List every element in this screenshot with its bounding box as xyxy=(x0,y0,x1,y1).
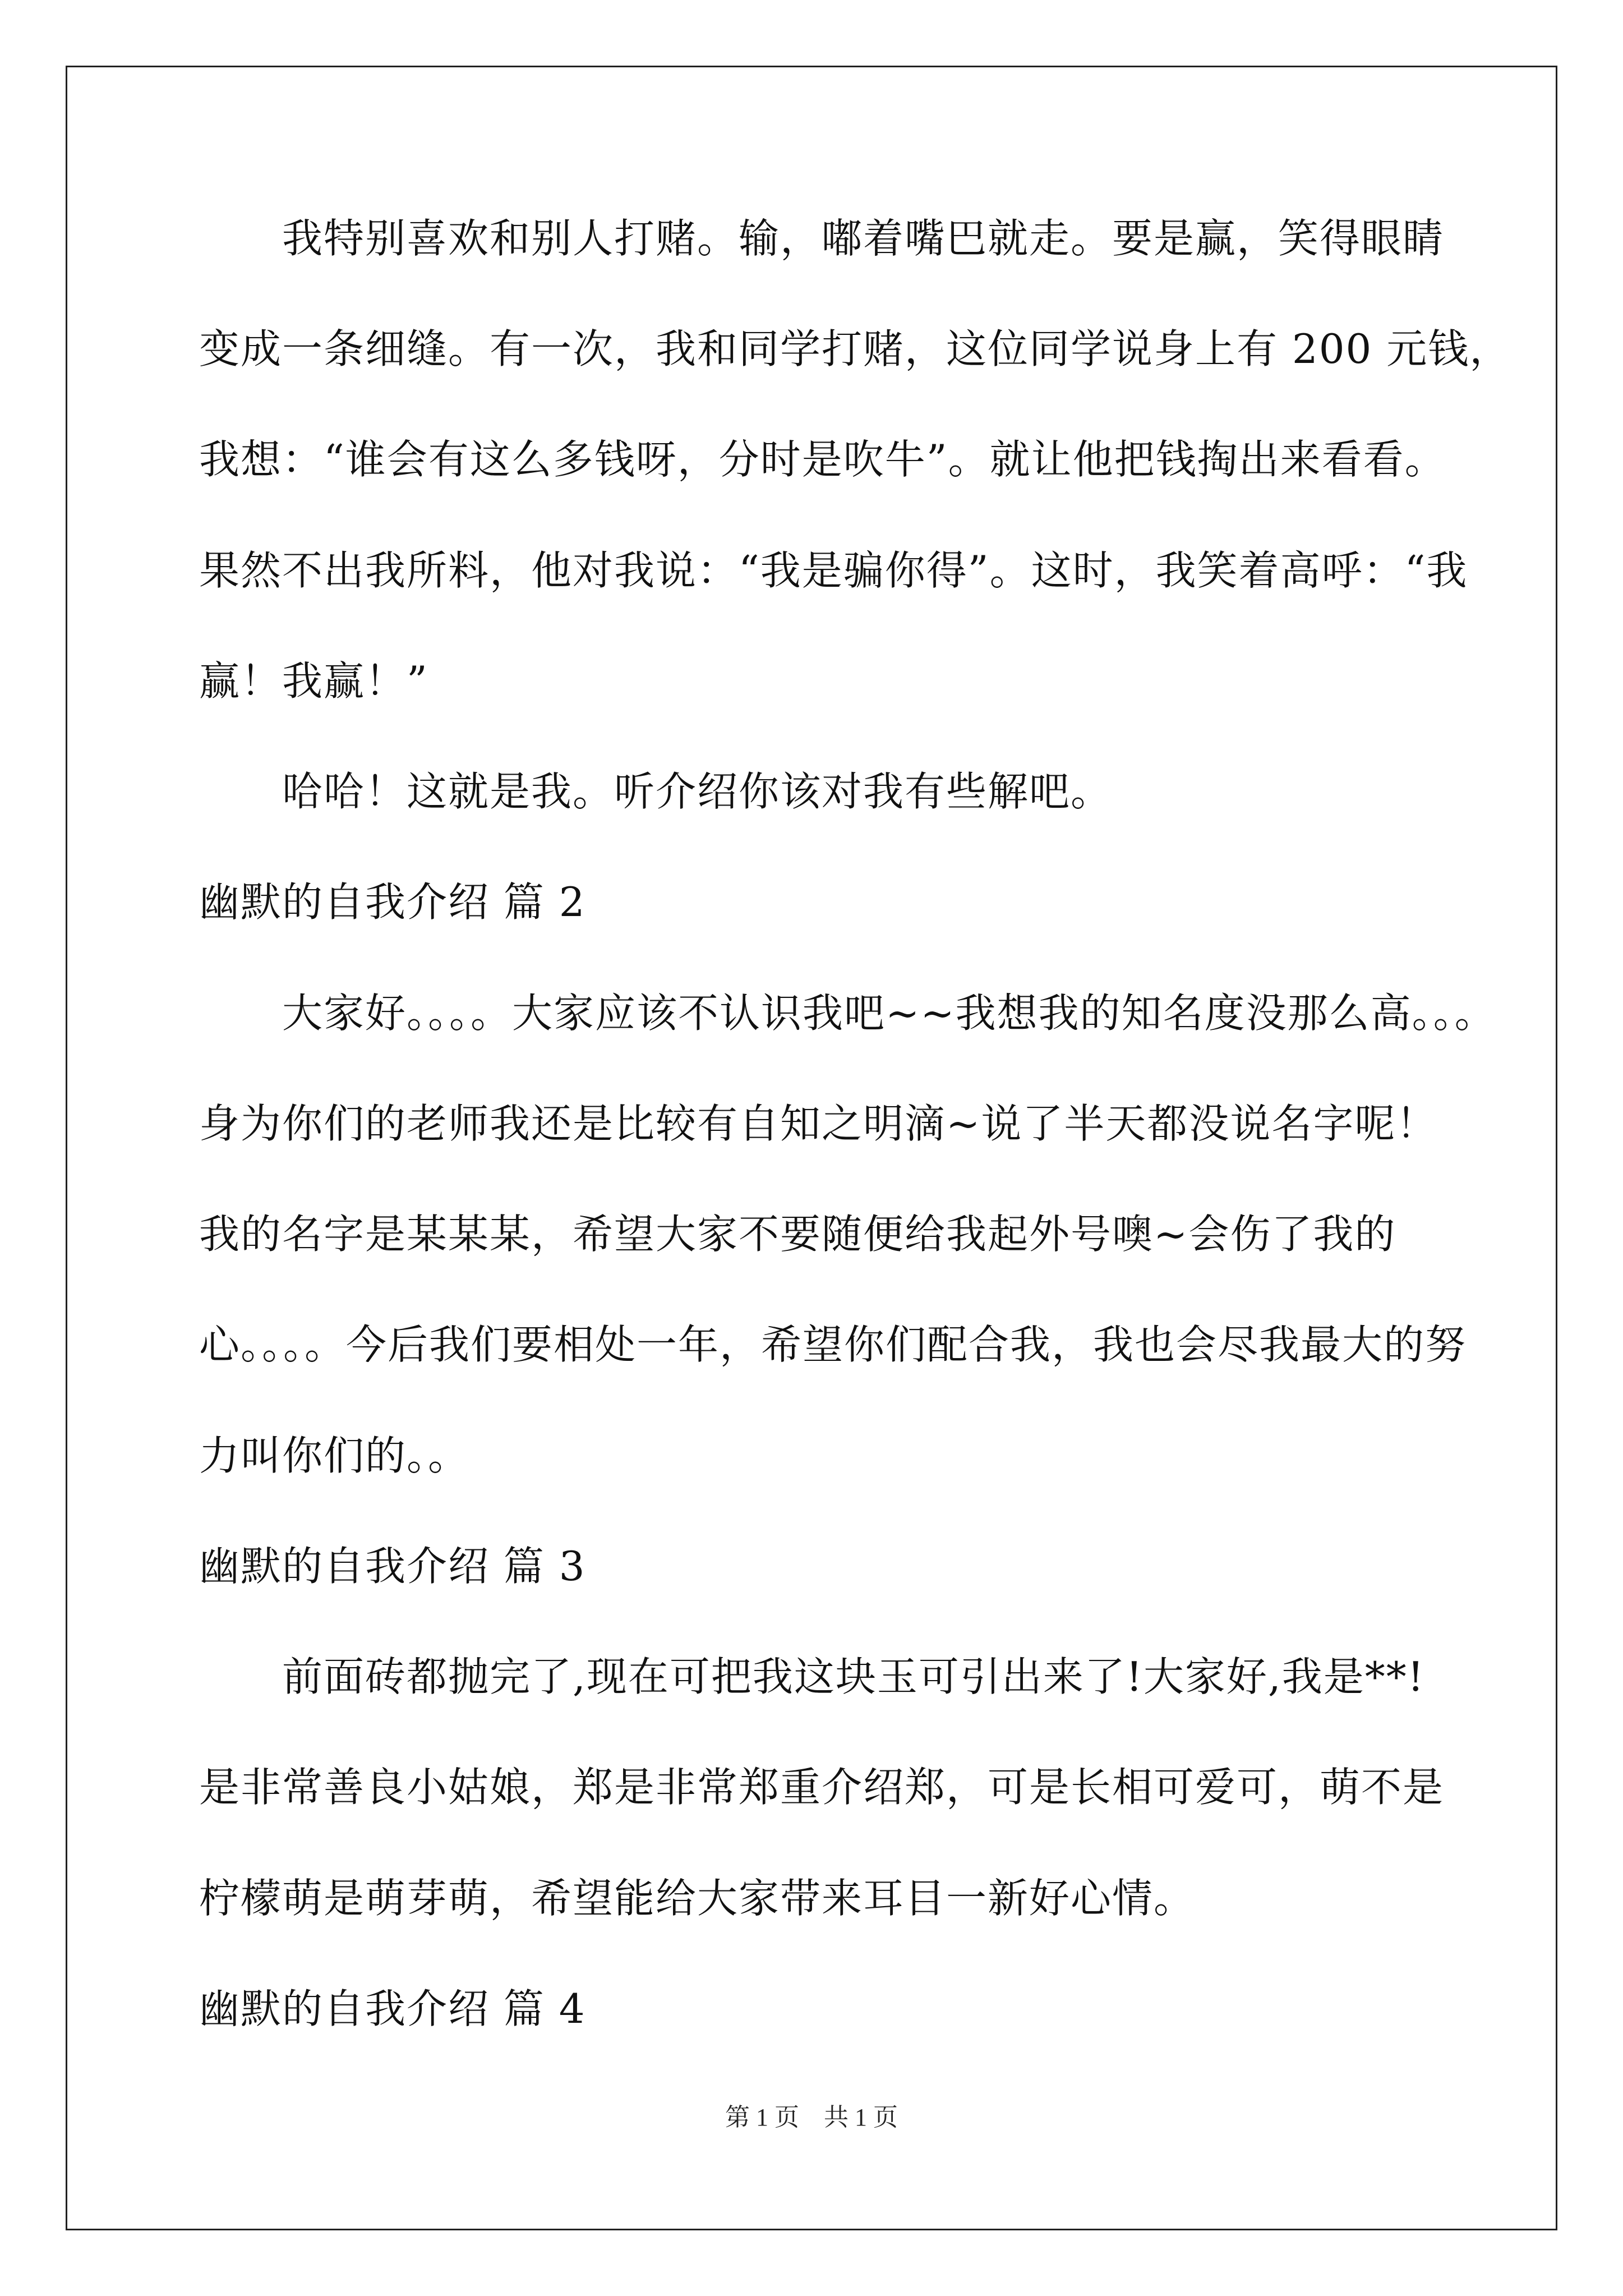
paragraph-line: 我的名字是某某某，希望大家不要随便给我起外号噢~会伤了我的 xyxy=(199,1211,1396,1258)
paragraph-line: 大家好。。。。大家应该不认识我吧~~我想我的知名度没那么高。。。 xyxy=(282,990,1496,1037)
section-heading: 幽默的自我介绍 篇 2 xyxy=(199,878,586,926)
paragraph-line: 力叫你们的。。 xyxy=(199,1432,470,1479)
paragraph-line: 柠檬萌是萌芽萌，希望能给大家带来耳目一新好心情。 xyxy=(199,1875,1196,1922)
section-heading: 幽默的自我介绍 篇 3 xyxy=(199,1543,586,1590)
paragraph-line: 前面砖都抛完了,现在可把我这块玉可引出来了!大家好,我是**! xyxy=(282,1653,1425,1700)
paragraph-line: 我想：“谁会有这么多钱呀，分时是吹牛”。就让他把钱掏出来看看。 xyxy=(199,436,1446,483)
paragraph-line: 赢！我赢！” xyxy=(199,657,428,705)
page-footer: 第 1 页 共 1 页 xyxy=(725,2104,898,2131)
paragraph-line: 是非常善良小姑娘，郑是非常郑重介绍郑，可是长相可爱可，萌不是 xyxy=(199,1764,1445,1811)
paragraph-line: 身为你们的老师我还是比较有自知之明滴~说了半天都没说名字呢！ xyxy=(199,1100,1438,1147)
section-heading: 幽默的自我介绍 篇 4 xyxy=(199,1985,586,2032)
paragraph-line: 哈哈！这就是我。听介绍你该对我有些解吧。 xyxy=(282,768,1113,815)
paragraph-line: 果然不出我所料，他对我说：“我是骗你得”。这时，我笑着高呼：“我 xyxy=(199,547,1468,594)
paragraph-line: 心。。。。今后我们要相处一年，希望你们配合我，我也会尽我最大的努 xyxy=(199,1321,1467,1368)
paragraph-line: 变成一条细缝。有一次，我和同学打赌，这位同学说身上有 200 元钱， xyxy=(199,325,1511,372)
paragraph-line: 我特别喜欢和别人打赌。输，嘟着嘴巴就走。要是赢，笑得眼睛 xyxy=(282,215,1445,262)
